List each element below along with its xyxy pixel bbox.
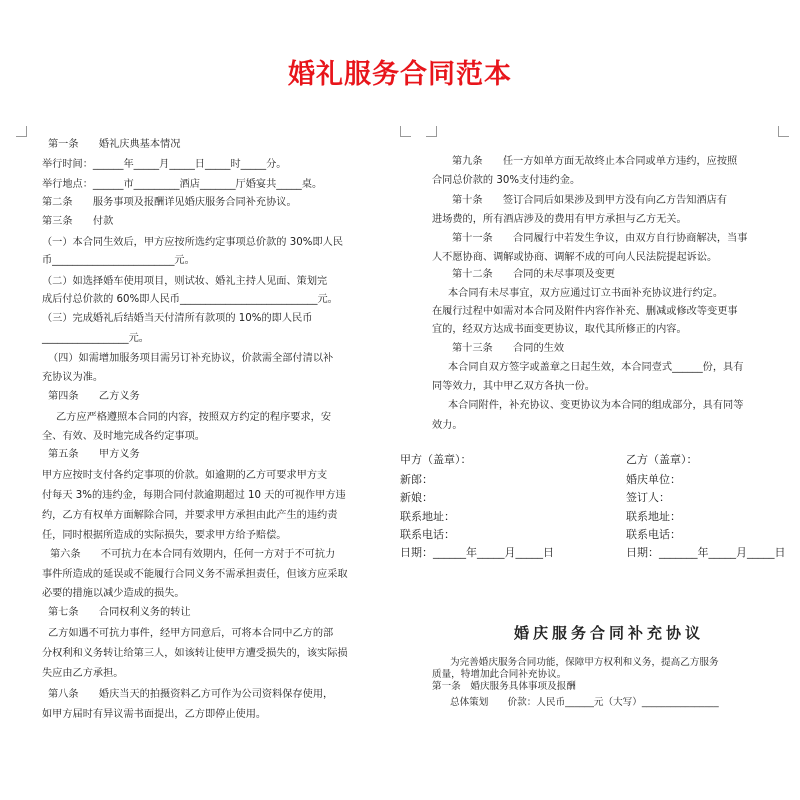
text-line: 乙方应严格遵照本合同的内容，按照双方约定的程序要求，安 bbox=[56, 412, 332, 423]
text-line: 人不愿协商、调解或协商、调解不成的可向人民法院提起诉讼。 bbox=[432, 252, 718, 263]
text-line: 成后付总价款的 60%即人民币___________________________元。 bbox=[42, 294, 338, 305]
clause-heading: 第七条 合同权利义务的转让 bbox=[48, 607, 191, 618]
text-line: （四）如需增加服务项目需另订补充协议，价款需全部付清以补 bbox=[48, 353, 334, 364]
clause-heading: 第二条 服务事项及报酬详见婚庆服务合同补充协议。 bbox=[42, 197, 297, 208]
party-a-groom: 新郎： bbox=[400, 473, 433, 486]
text-line: 币________________________元。 bbox=[42, 255, 195, 266]
text-line: 第九条 任一方如单方面无故终止本合同或单方违约，应按照 bbox=[452, 156, 738, 167]
crop-mark bbox=[400, 126, 411, 137]
crop-mark bbox=[16, 126, 27, 137]
supplement-page bbox=[428, 600, 790, 730]
clause-heading: 第五条 甲方义务 bbox=[48, 449, 140, 460]
party-a-bride: 新娘： bbox=[400, 491, 433, 504]
text-line: 分权利和义务转让给第三人，如该转让使甲方遭受损失的，该实际损 bbox=[42, 648, 348, 659]
text-line: 进场费的，所有酒店涉及的费用有甲方承担与乙方无关。 bbox=[432, 214, 687, 225]
text-line: 同等效力，其中甲乙双方各执一份。 bbox=[432, 381, 595, 392]
text-line: 必要的措施以减少造成的损失。 bbox=[42, 588, 185, 599]
text-line: 本合同自双方签字或盖章之日起生效，本合同壹式______份，具有 bbox=[448, 362, 744, 373]
clause-heading: 第十三条 合同的生效 bbox=[452, 343, 565, 354]
text-line: （一）本合同生效后，甲方应按所选约定事项总价款的 30%即人民 bbox=[42, 237, 343, 248]
party-a-date: 日期：______年_____月_____日 bbox=[400, 546, 554, 559]
text-line: 乙方如遇不可抗力事件，经甲方同意后，可将本合同中乙方的部 bbox=[48, 628, 334, 639]
crop-mark bbox=[426, 126, 437, 137]
clause-heading: 第一条 婚礼庆典基本情况 bbox=[48, 139, 181, 150]
text-line: （二）如选择婚车使用项目，则试妆、婚礼主持人见面、策划完 bbox=[42, 276, 328, 287]
clause-heading: 第十二条 合同的未尽事项及变更 bbox=[452, 269, 615, 280]
party-b-phone: 联系电话： bbox=[626, 528, 681, 541]
text-line: 第十条 签订合同后如果涉及到甲方没有向乙方告知酒店有 bbox=[452, 195, 728, 206]
text-line: 事件所造成的延误或不能履行合同义务不需承担责任，但该方应采取 bbox=[42, 569, 348, 580]
text-line: 甲方应按时支付各约定事项的价款。如逾期的乙方可要求甲方支 bbox=[42, 470, 328, 481]
party-a-address: 联系地址： bbox=[400, 510, 455, 523]
party-a-phone: 联系电话： bbox=[400, 528, 455, 541]
party-b-signatory: 签订人： bbox=[626, 491, 670, 504]
party-b-seal: 乙方（盖章）： bbox=[626, 453, 698, 466]
party-b-company: 婚庆单位： bbox=[626, 473, 681, 486]
text-line: _________________元。 bbox=[42, 333, 149, 344]
text-line: 约，乙方有权单方面解除合同，并要求甲方承担由此产生的违约责 bbox=[42, 510, 338, 521]
party-a-seal: 甲方（盖章）： bbox=[400, 453, 472, 466]
crop-mark bbox=[778, 126, 789, 137]
text-line: 在履行过程中如需对本合同及附件内容作补充、删减或修改等变更事 bbox=[432, 306, 738, 317]
text-line: 举行时间：______年_____月_____日_____时_____分。 bbox=[42, 159, 287, 170]
text-line: 质量，特增加此合同补充协议。 bbox=[432, 669, 567, 680]
text-line: 付每天 3%的违约金，每期合同付款逾期超过 10 天的可视作甲方违 bbox=[42, 490, 346, 501]
text-line: 失应由乙方承担。 bbox=[42, 668, 124, 679]
text-line: （三）完成婚礼后结婚当天付清所有款项的 10%的即人民币 bbox=[42, 313, 313, 324]
text-line: 全、有效、及时地完成各约定事项。 bbox=[42, 431, 205, 442]
text-line: 效力。 bbox=[432, 420, 463, 431]
text-line: 宜的，经双方达成书面变更协议，取代其所修正的内容。 bbox=[432, 324, 687, 335]
document-title: 婚礼服务合同范本 bbox=[288, 59, 512, 90]
text-line: 合同总价款的 30%支付违约金。 bbox=[432, 175, 581, 186]
text-line: 任，同时根据所造成的实际损失，要求甲方给予赔偿。 bbox=[42, 530, 287, 541]
party-b-date: 日期：_______年_____月_____日 bbox=[626, 546, 786, 559]
party-b-address: 联系地址： bbox=[626, 510, 681, 523]
clause-heading: 第三条 付款 bbox=[42, 216, 114, 227]
text-line: 举行地点：______市_________酒店_______厅婚宴共_____桌。 bbox=[42, 179, 323, 190]
text-line: 本合同附件，补充协议、变更协议为本合同的组成部分，具有同等 bbox=[448, 400, 744, 411]
text-line: 第八条 婚庆当天的拍摄资料乙方可作为公司资料保存使用， bbox=[48, 689, 334, 700]
contract-page-right bbox=[400, 134, 790, 574]
text-line: 如甲方届时有异议需书面提出，乙方即停止使用。 bbox=[42, 709, 267, 720]
text-line: 为完善婚庆服务合同功能，保障甲方权利和义务，提高乙方服务 bbox=[450, 657, 719, 668]
text-line: 本合同有未尽事宜，双方应通过订立书面补充协议进行约定。 bbox=[448, 288, 724, 299]
text-line: 总体策划 价款：人民币______元（大写）________________ bbox=[450, 697, 719, 708]
clause-heading: 第四条 乙方义务 bbox=[48, 391, 140, 402]
text-line: 第六条 不可抗力在本合同有效期内，任何一方对于不可抗力 bbox=[50, 549, 336, 560]
supplement-title: 婚庆服务合同补充协议 bbox=[513, 624, 704, 642]
contract-page-left bbox=[12, 126, 412, 730]
text-line: 第十一条 合同履行中若发生争议，由双方自行协商解决，当事 bbox=[452, 233, 748, 244]
clause-heading: 第一条 婚庆服务具体事项及报酬 bbox=[432, 681, 576, 692]
text-line: 充协议为准。 bbox=[42, 372, 104, 383]
